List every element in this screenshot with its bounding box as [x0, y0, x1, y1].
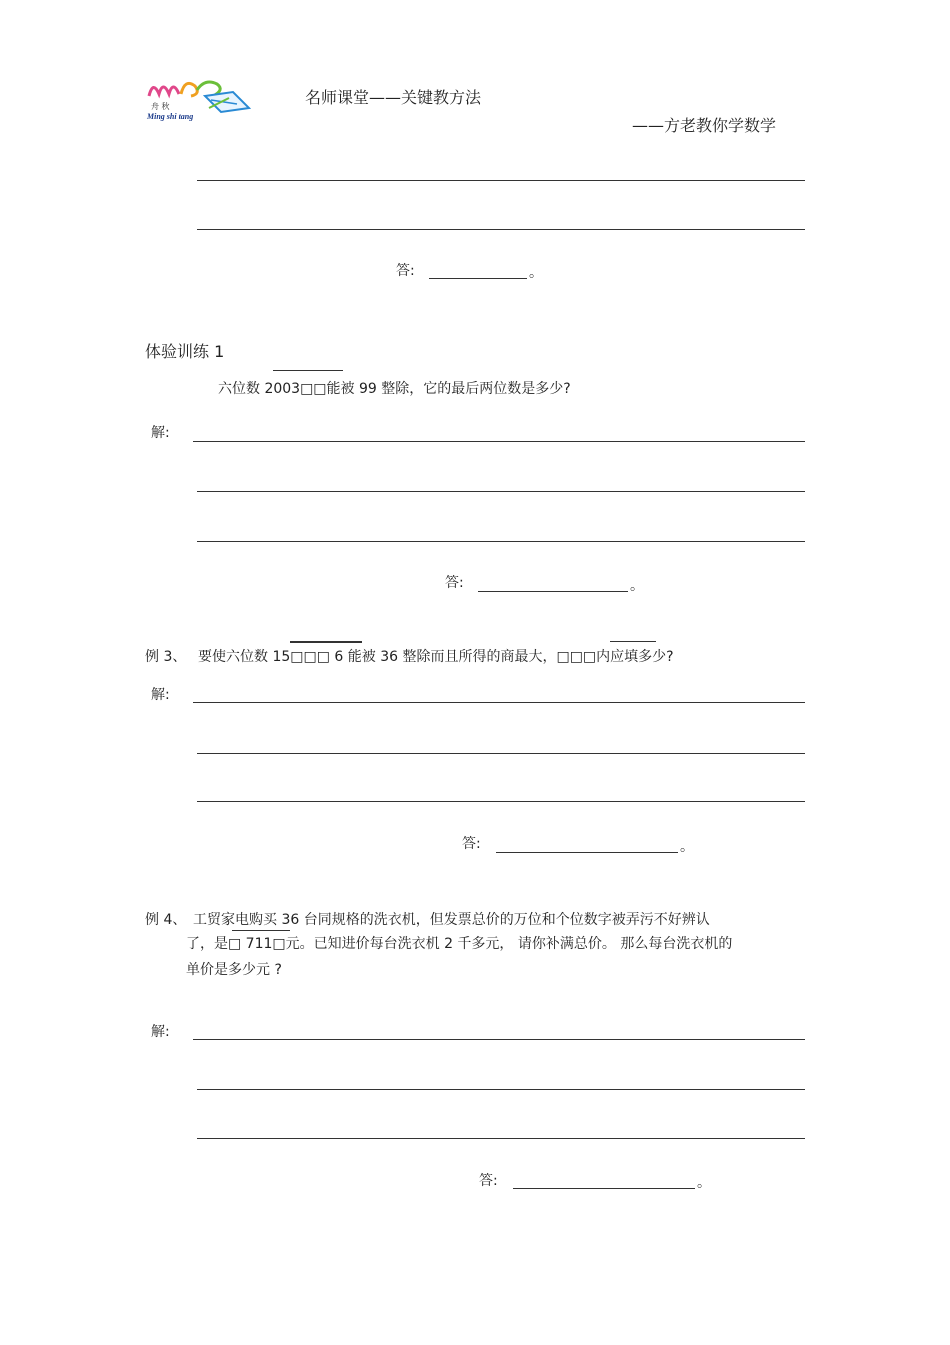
page-subtitle: ——方老教你学数学	[632, 116, 777, 135]
solution-line	[197, 1138, 805, 1139]
question-text: 要使六位数 15□□□ 6 能被 36 整除而且所得的商最大，□□□内应填多少?	[198, 649, 674, 665]
answer-end: 。	[697, 1175, 711, 1191]
question-text: 六位数 2003□□能被 99 整除，它的最后两位数是多少?	[218, 381, 571, 397]
question-line: 了，是□ 711□元。已知进价每台洗衣机 2 千多元， 请你补满总价。 那么每台洗衣机的	[186, 936, 733, 952]
overline-mark	[610, 641, 656, 642]
answer-line	[197, 180, 805, 181]
solution-line	[197, 1089, 805, 1090]
solution-line	[197, 541, 805, 542]
answer-blank	[429, 278, 527, 279]
logo	[145, 74, 255, 124]
solve-label: 解:	[151, 687, 170, 703]
overline-mark	[273, 370, 343, 371]
answer-blank	[513, 1188, 695, 1189]
overline-mark	[290, 641, 362, 643]
example-label: 例 4、	[145, 912, 187, 928]
logo-text-cn: 舟 秋	[151, 102, 170, 111]
solution-line	[197, 801, 805, 802]
solve-label: 解:	[151, 425, 170, 441]
answer-end: 。	[529, 265, 543, 281]
solution-line	[193, 702, 805, 703]
solve-label: 解:	[151, 1024, 170, 1040]
answer-line	[197, 229, 805, 230]
question-line: 单价是多少元 ?	[186, 962, 282, 978]
solution-line	[193, 1039, 805, 1040]
answer-blank	[496, 852, 678, 853]
answer-label: 答:	[396, 263, 415, 279]
solution-line	[193, 441, 805, 442]
answer-label: 答:	[479, 1173, 498, 1189]
solution-line	[197, 491, 805, 492]
answer-end: 。	[630, 578, 644, 594]
logo-text-en: Ming shi tang	[147, 112, 194, 121]
answer-label: 答:	[445, 575, 464, 591]
underline-mark	[232, 930, 290, 931]
example-label: 例 3、	[145, 649, 187, 665]
answer-label: 答:	[462, 836, 481, 852]
page-title: 名师课堂——关键教方法	[305, 88, 482, 107]
answer-end: 。	[680, 839, 694, 855]
section-heading: 体验训练 1	[145, 342, 225, 361]
answer-blank	[478, 591, 628, 592]
question-line: 工贸家电购买 36 台同规格的洗衣机，但发票总价的万位和个位数字被弄污不好辨认	[193, 912, 710, 928]
solution-line	[197, 753, 805, 754]
